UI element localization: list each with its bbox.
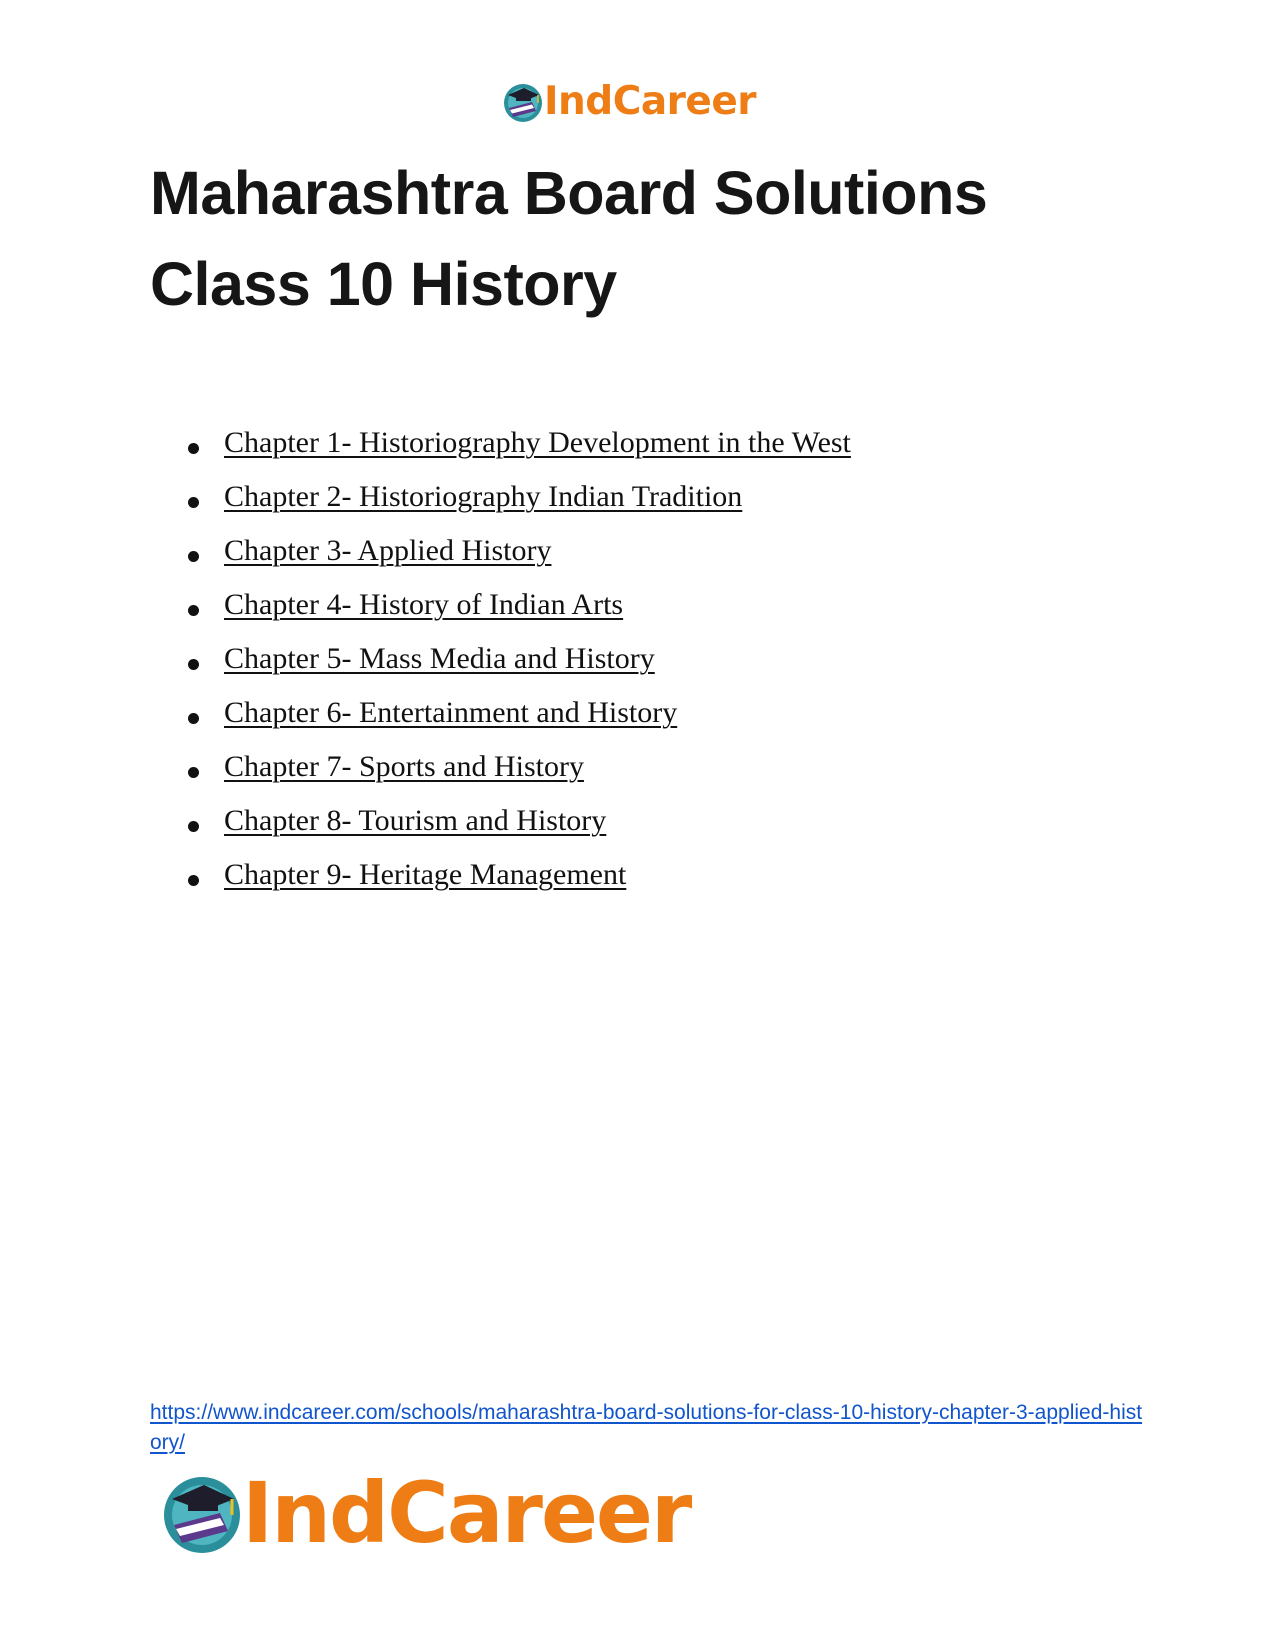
chapter-4-link[interactable]: Chapter 4- History of Indian Arts xyxy=(224,588,624,621)
bullet-icon xyxy=(188,443,199,454)
source-url-link[interactable]: https://www.indcareer.com/schools/maharashtra-board-solutions-for-class-10-history-chapter-3-applied-history/ xyxy=(150,1401,1143,1454)
chapter-list-item xyxy=(188,747,851,801)
graduation-book-icon xyxy=(160,1471,244,1555)
bullet-icon xyxy=(188,821,199,832)
bullet-icon xyxy=(188,767,199,778)
bullet-icon xyxy=(188,875,199,886)
brand-name: IndCareer xyxy=(242,1464,691,1562)
chapter-list-item xyxy=(188,477,851,531)
page-title xyxy=(150,148,987,330)
graduation-book-icon xyxy=(502,81,544,123)
bullet-icon xyxy=(188,497,199,508)
brand-name: IndCareer xyxy=(544,79,756,124)
chapter-list-item xyxy=(188,693,851,747)
chapter-list-item xyxy=(188,585,851,639)
chapter-list-item xyxy=(188,531,851,585)
bullet-icon xyxy=(188,605,199,616)
page-title-line-1: Maharashtra Board Solutions xyxy=(150,159,988,227)
chapter-1-link[interactable]: Chapter 1- Historiography Development in the West xyxy=(224,426,851,459)
bullet-icon xyxy=(188,713,199,724)
chapter-9-link[interactable]: Chapter 9- Heritage Management xyxy=(224,858,627,891)
chapter-list-item xyxy=(188,855,851,909)
chapter-2-link[interactable]: Chapter 2- Historiography Indian Tradition xyxy=(224,480,743,513)
chapter-list-item xyxy=(188,639,851,693)
chapter-list-item xyxy=(188,423,851,477)
chapter-7-link[interactable]: Chapter 7- Sports and History xyxy=(224,750,584,783)
chapter-3-link[interactable]: Chapter 3- Applied History xyxy=(224,534,552,567)
chapter-5-link[interactable]: Chapter 5- Mass Media and History xyxy=(224,642,655,675)
footer-logo xyxy=(160,1464,691,1562)
page-title-line-2: Class 10 History xyxy=(150,250,617,318)
chapter-6-link[interactable]: Chapter 6- Entertainment and History xyxy=(224,696,678,729)
chapter-list xyxy=(188,423,851,909)
header-logo xyxy=(502,80,756,124)
bullet-icon xyxy=(188,659,199,670)
chapter-list-item xyxy=(188,801,851,855)
chapter-8-link[interactable]: Chapter 8- Tourism and History xyxy=(224,804,607,837)
bullet-icon xyxy=(188,551,199,562)
